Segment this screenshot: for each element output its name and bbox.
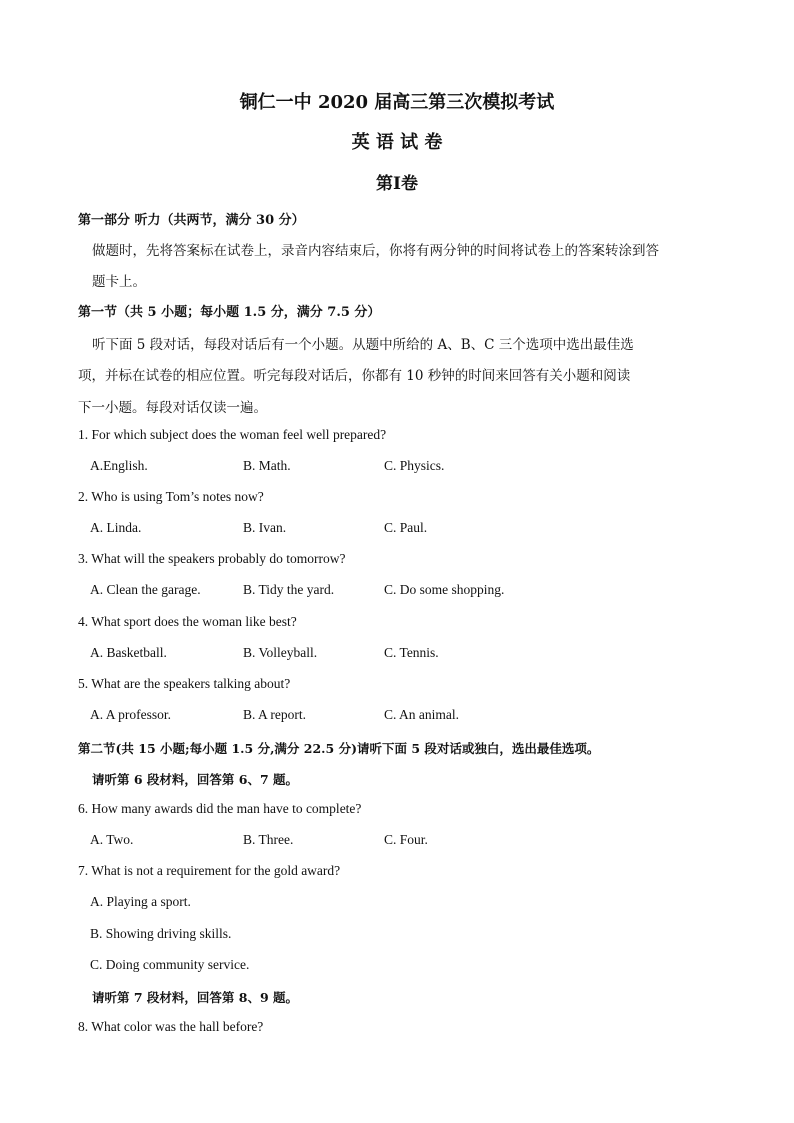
question-6-stem: 6. How many awards did the man have to complete? bbox=[78, 801, 362, 816]
question-4-option-a: A. Basketball. bbox=[90, 645, 167, 660]
material-6-note: 请听第 6 段材料，回答第 6、7 题。 bbox=[92, 772, 299, 787]
material-7-note: 请听第 7 段材料，回答第 8、9 题。 bbox=[92, 990, 299, 1005]
question-7-stem: 7. What is not a requirement for the gold award? bbox=[78, 863, 341, 878]
question-2-option-a: A. Linda. bbox=[90, 520, 142, 535]
part1-instruction-line1: 做题时，先将答案标在试卷上，录音内容结束后，你将有两分钟的时间将试卷上的答案转涂到答 bbox=[92, 243, 659, 259]
question-1-option-c: C. Physics. bbox=[384, 458, 445, 473]
question-4-option-c: C. Tennis. bbox=[384, 645, 439, 660]
question-6-option-b: B. Three. bbox=[243, 832, 294, 847]
question-5-option-a: A. A professor. bbox=[90, 707, 171, 722]
question-1-stem: 1. For which subject does the woman feel well prepared? bbox=[78, 427, 387, 442]
question-7-option-a: A. Playing a sport. bbox=[90, 894, 191, 909]
question-4-stem: 4. What sport does the woman like best? bbox=[78, 614, 297, 629]
question-1-option-a: A.English. bbox=[90, 458, 148, 473]
section2-heading: 第二节(共 15 小题;每小题 1.5 分,满分 22.5 分)请听下面 5 段对话或独白，选出最佳选项。 bbox=[78, 741, 600, 756]
question-6-option-a: A. Two. bbox=[90, 832, 134, 847]
question-7-option-c: C. Doing community service. bbox=[90, 957, 250, 972]
page-title: 铜仁一中 2020 届高三第三次模拟考试 bbox=[239, 92, 555, 113]
volume-label: 第Ⅰ卷 bbox=[376, 174, 418, 194]
part1-instruction-line2: 题卡上。 bbox=[92, 274, 146, 290]
paper-subtitle: 英 语 试 卷 bbox=[351, 132, 443, 153]
section1-heading: 第一节（共 5 小题；每小题 1.5 分，满分 7.5 分） bbox=[78, 305, 381, 320]
section1-instruction-line2: 项，并标在试卷的相应位置。听完每段对话后，你都有 10 秒钟的时间来回答有关小题和阅读 bbox=[78, 368, 631, 384]
question-5-option-b: B. A report. bbox=[243, 707, 306, 722]
question-4-option-b: B. Volleyball. bbox=[243, 645, 318, 660]
section1-instruction-line1: 听下面 5 段对话，每段对话后有一个小题。从题中所给的 A、B、C 三个选项中选出最佳选 bbox=[92, 337, 634, 353]
question-1-option-b: B. Math. bbox=[243, 458, 291, 473]
question-6-option-c: C. Four. bbox=[384, 832, 428, 847]
question-5-stem: 5. What are the speakers talking about? bbox=[78, 676, 291, 691]
question-2-option-b: B. Ivan. bbox=[243, 520, 287, 535]
question-5-option-c: C. An animal. bbox=[384, 707, 459, 722]
question-2-stem: 2. Who is using Tom’s notes now? bbox=[78, 489, 264, 504]
question-8-stem: 8. What color was the hall before? bbox=[78, 1019, 264, 1034]
question-3-option-a: A. Clean the garage. bbox=[90, 582, 201, 597]
question-7-option-b: B. Showing driving skills. bbox=[90, 926, 232, 941]
part1-heading: 第一部分 听力（共两节，满分 30 分） bbox=[78, 213, 305, 228]
section1-instruction-line3: 下一小题。每段对话仅读一遍。 bbox=[78, 400, 267, 416]
question-3-option-c: C. Do some shopping. bbox=[384, 582, 505, 597]
question-3-option-b: B. Tidy the yard. bbox=[243, 582, 335, 597]
question-3-stem: 3. What will the speakers probably do tomorrow? bbox=[78, 551, 346, 566]
question-2-option-c: C. Paul. bbox=[384, 520, 428, 535]
